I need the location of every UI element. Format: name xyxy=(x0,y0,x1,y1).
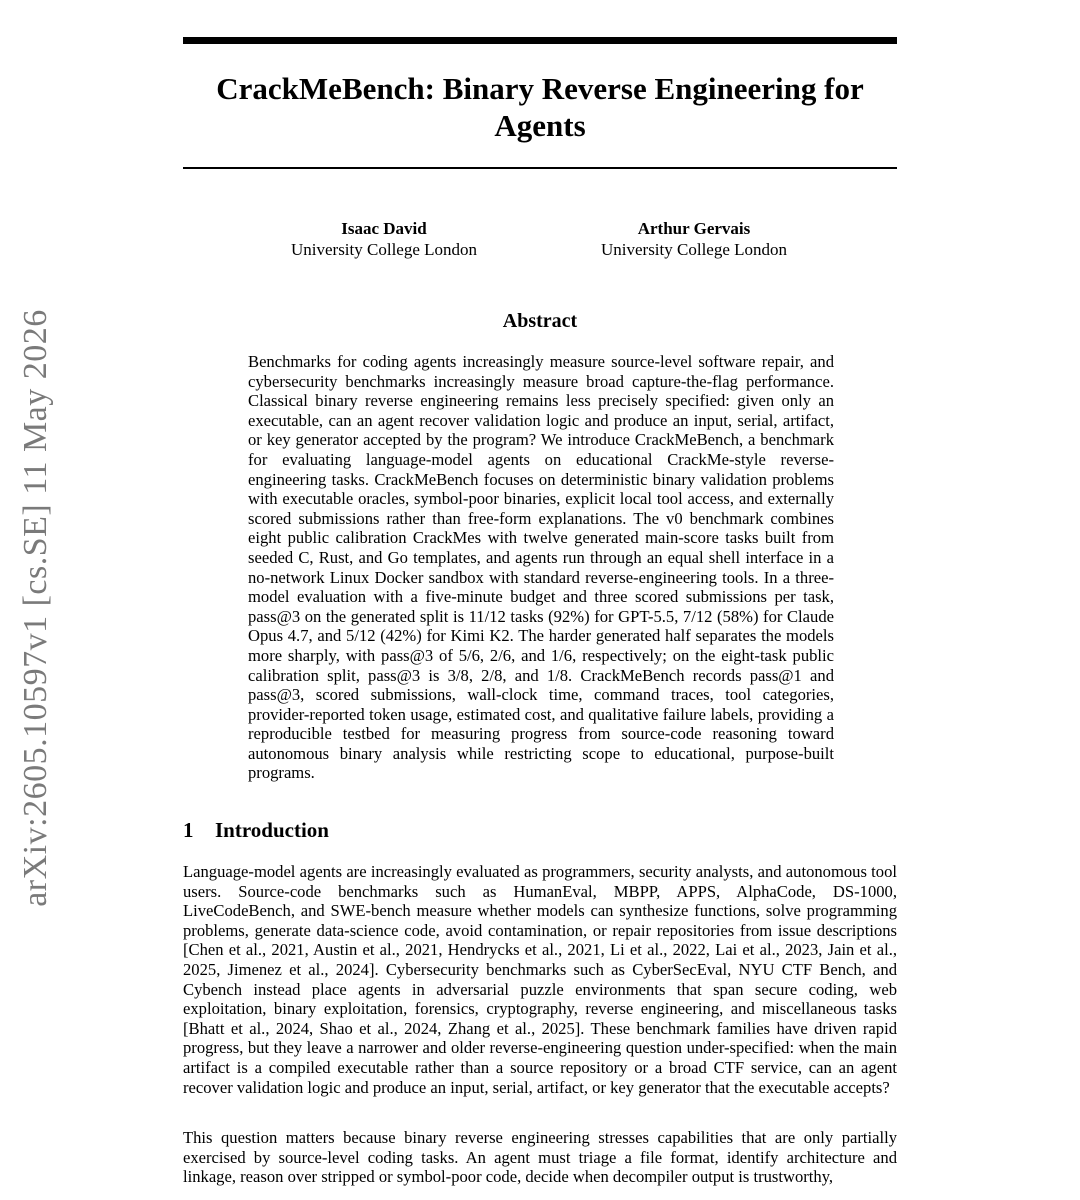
section-title: Introduction xyxy=(215,818,329,842)
section-number: 1 xyxy=(183,818,194,842)
title-rule xyxy=(183,167,897,169)
section-heading xyxy=(183,818,329,843)
author-name: Arthur Gervais xyxy=(637,219,751,238)
author-block xyxy=(284,218,484,260)
arxiv-stamp: arXiv:2605.10597v1 [cs.SE] 11 May 2026 xyxy=(17,309,54,907)
author-affiliation: University College London xyxy=(600,240,788,259)
author-name: Isaac David xyxy=(341,219,427,238)
top-rule xyxy=(183,37,897,44)
author-affiliation: University College London xyxy=(290,240,478,259)
abstract-heading: Abstract xyxy=(502,310,578,332)
paper-title: CrackMeBench: Binary Reverse Engineering for Agents xyxy=(216,71,864,143)
body-paragraph: This question matters because binary reverse engineering stresses capabilities that are only partially exercised by source-level coding tasks. An agent must triage a file format, identify architecture and linkage, reason over stripped or symbol-poor code, decide when decompiler output is trustworthy, xyxy=(183,1128,897,1187)
abstract-text: Benchmarks for coding agents increasingly measure source-level software repair, and cybersecurity benchmarks increasingly measure broad capture-the-flag performance. Classical binary reverse engineering remains less precisely specified: given only an executable, can an agent recover validation logic and produce an input, serial, artifact, or key generator accepted by the program? We introduce CrackMeBench, a benchmark for evaluating language-model agents on educational CrackMe-style reverse-engineering tasks. CrackMeBench focuses on deterministic binary validation problems with executable oracles, symbol-poor binaries, explicit local tool access, and externally scored submissions rather than free-form explanations. The v0 benchmark combines eight public calibration CrackMes with twelve generated main-score tasks built from seeded C, Rust, and Go templates, and agents run through an equal shell interface in a no-network Linux Docker sandbox with standard reverse-engineering tools. In a three-model evaluation with a five-minute budget and three scored submissions per task, pass@3 on the generated split is 11/12 tasks (92%) for GPT-5.5, 7/12 (58%) for Claude Opus 4.7, and 5/12 (42%) for Kimi K2. The harder generated half separates the models more sharply, with pass@3 of 5/6, 2/6, and 1/6, respectively; on the eight-task public calibration split, pass@3 is 3/8, 2/8, and 1/8. CrackMeBench records pass@1 and pass@3, scored submissions, wall-clock time, command traces, tool categories, provider-reported token usage, estimated cost, and qualitative failure labels, providing a reproducible testbed for measuring progress from source-code reasoning toward autonomous binary analysis while restricting scope to educational, purpose-built programs. xyxy=(248,352,834,783)
body-paragraph: Language-model agents are increasingly evaluated as programmers, security analysts, and autonomous tool users. Source-code benchmarks such as HumanEval, MBPP, APPS, AlphaCode, DS-1000, LiveCodeBench, and SWE-bench measure whether models can synthesize functions, solve programming problems, generate data-science code, avoid contamination, or repair repositories from issue descriptions [Chen et al., 2021, Austin et al., 2021, Hendrycks et al., 2021, Li et al., 2022, Lai et al., 2023, Jain et al., 2025, Jimenez et al., 2024]. Cybersecurity benchmarks such as CyberSecEval, NYU CTF Bench, and Cybench instead place agents in adversarial puzzle environments that span secure coding, web exploitation, binary exploitation, forensics, cryptography, reverse engineering, and miscellaneous tasks [Bhatt et al., 2024, Shao et al., 2024, Zhang et al., 2025]. These benchmark families have driven rapid progress, but they leave a narrower and older reverse-engineering question under-specified: when the main artifact is a compiled executable rather than a source repository or a broad CTF service, can an agent recover validation logic and produce an input, serial, artifact, or key generator that the executable accepts? xyxy=(183,862,897,1097)
author-block xyxy=(594,218,794,260)
